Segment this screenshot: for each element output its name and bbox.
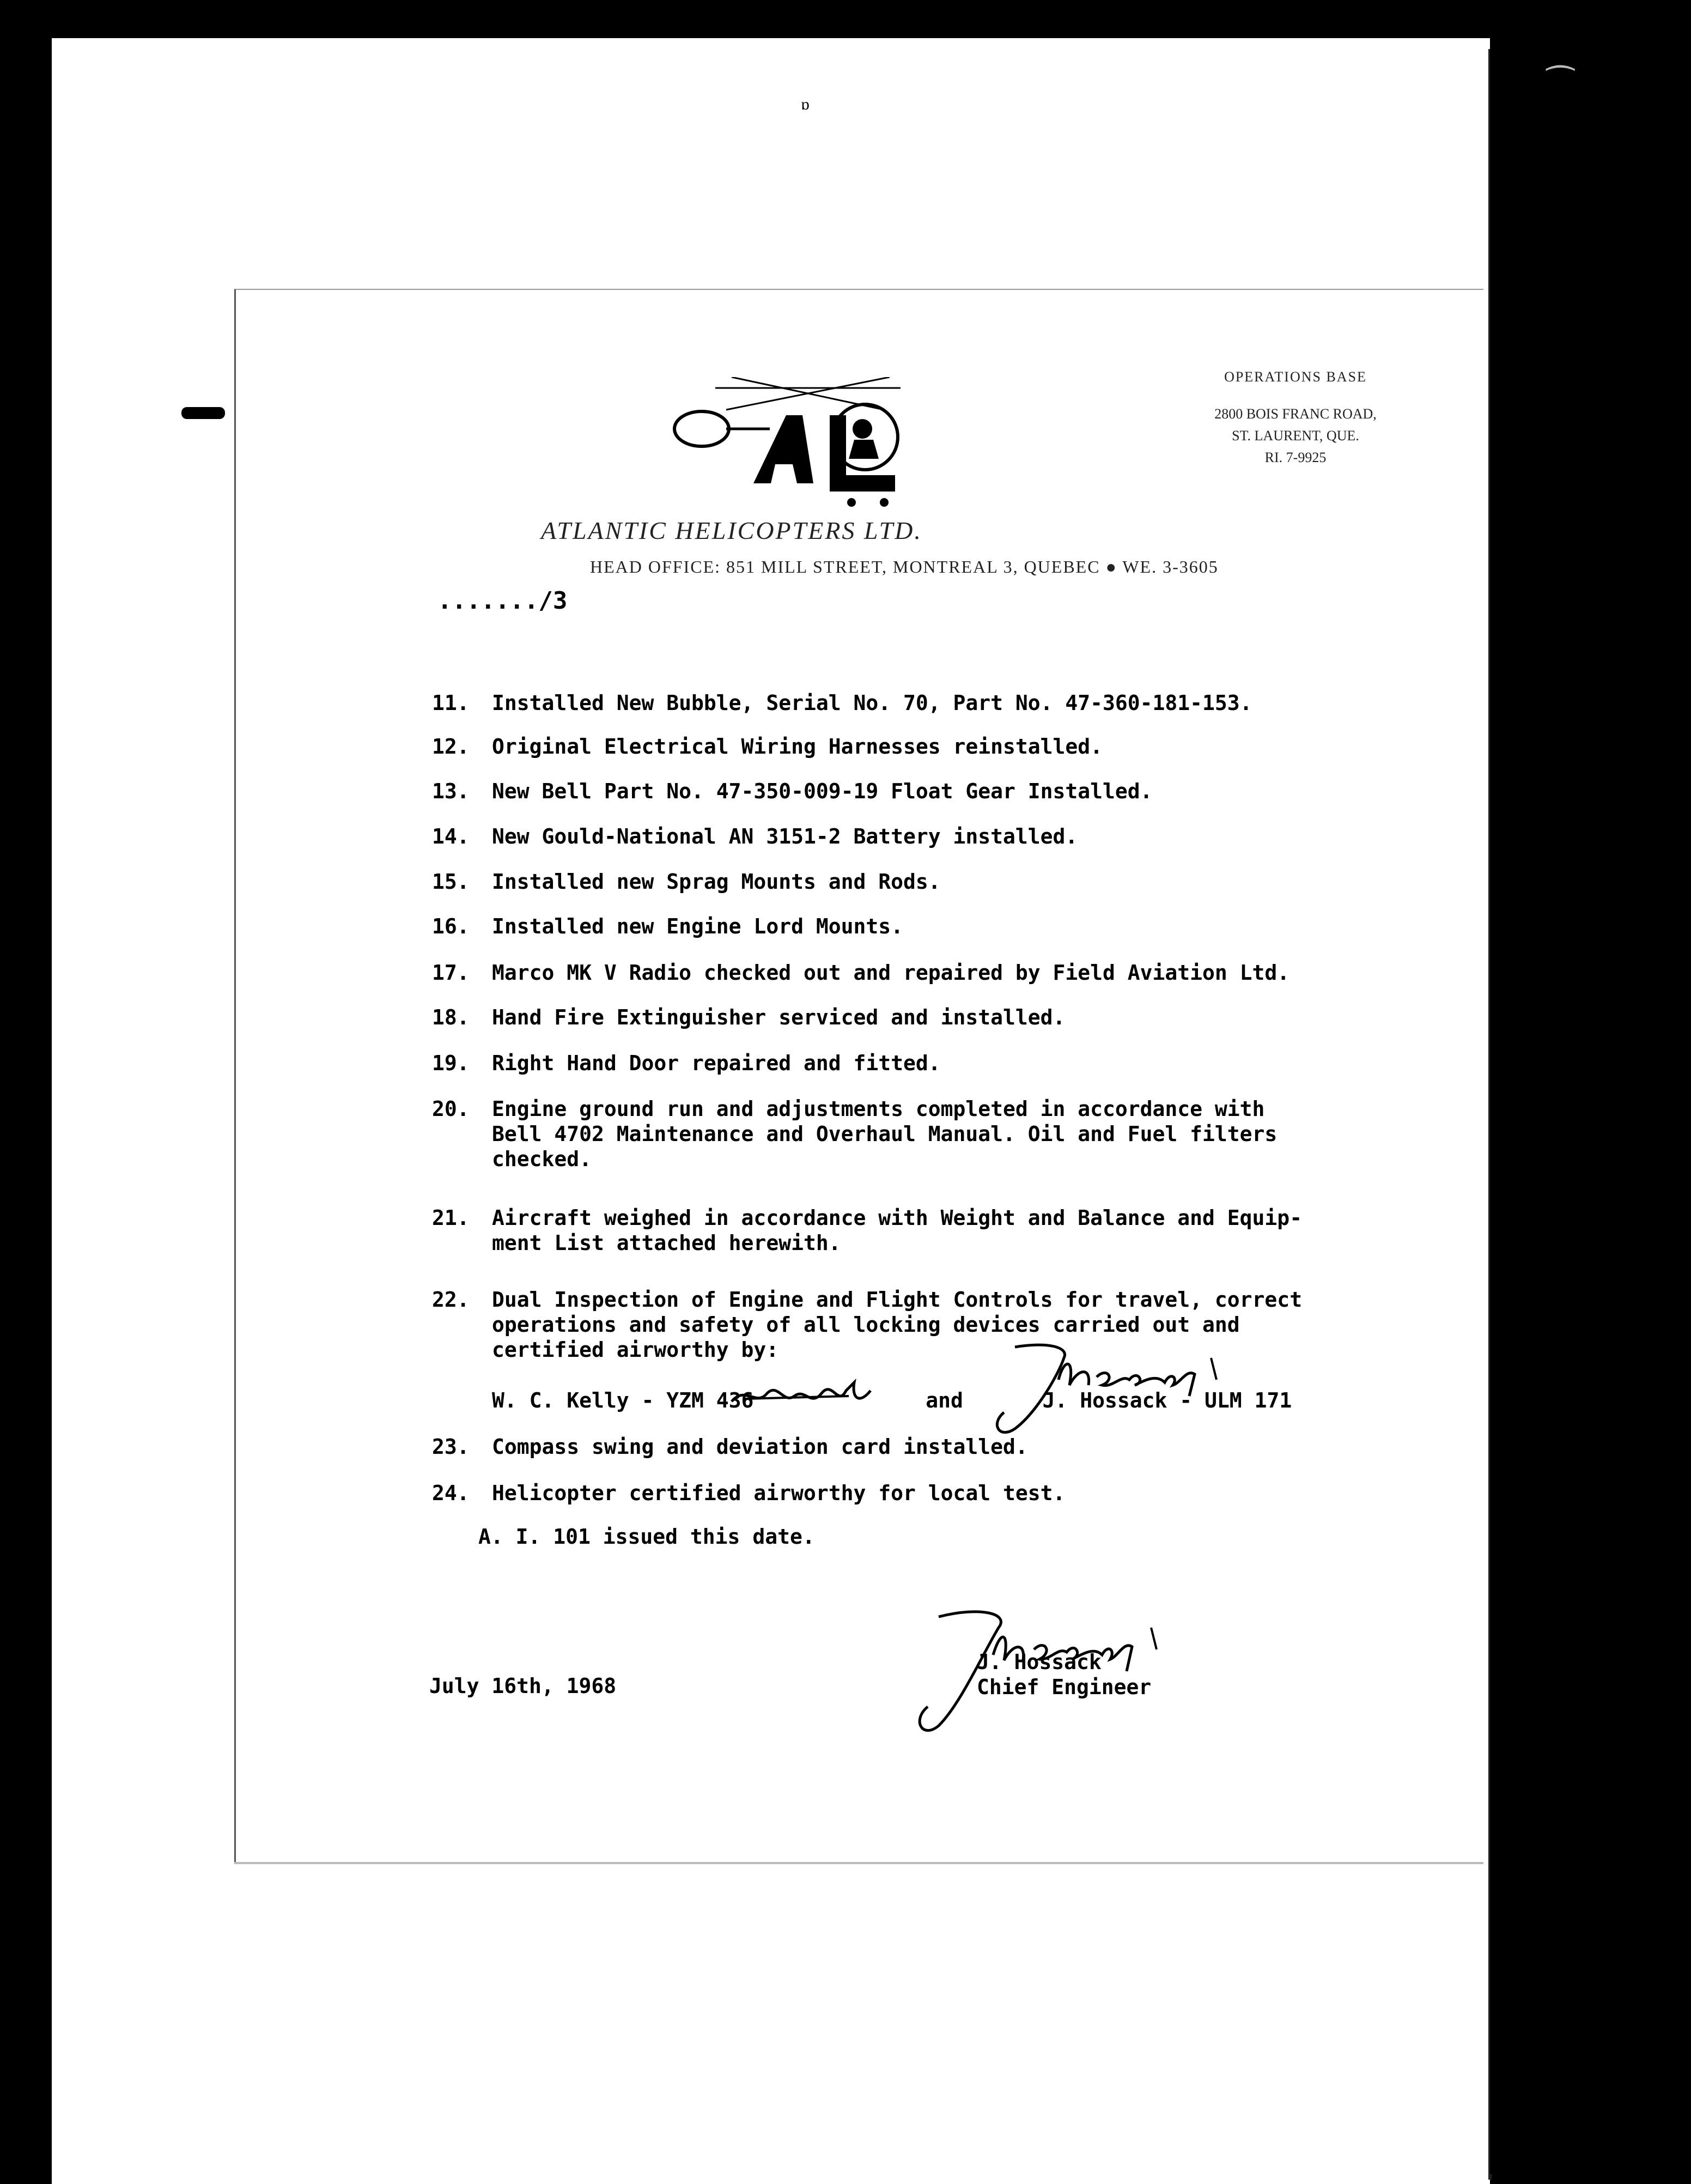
item-number: 24.: [432, 1481, 470, 1505]
signer-name: J. Hossack: [977, 1650, 1102, 1674]
item-number: 23.: [432, 1435, 470, 1459]
operations-base: [1206, 366, 1385, 469]
item-number: 20.: [432, 1097, 470, 1121]
item-number: 13.: [432, 779, 470, 803]
item-number: 14.: [432, 824, 470, 848]
company-logo: [672, 377, 911, 513]
item-number: 21.: [432, 1206, 470, 1230]
list-item: [432, 1005, 1467, 1030]
list-item: [432, 1051, 1467, 1076]
head-office-address: HEAD OFFICE: 851 MILL STREET, MONTREAL 3, QUEBEC ● WE. 3-3605: [590, 557, 1219, 577]
item-text: checked.: [492, 1147, 592, 1171]
item-number: 12.: [432, 735, 470, 759]
item-text: Marco MK V Radio checked out and repaired by Field Aviation Ltd.: [492, 961, 1290, 985]
item-number: 16.: [432, 914, 470, 938]
item-text: Bell 4702 Maintenance and Overhaul Manual. Oil and Fuel filters: [492, 1122, 1278, 1146]
kelly-signature: [729, 1374, 881, 1418]
inspector-and: and: [926, 1388, 963, 1412]
item-number: 15.: [432, 870, 470, 894]
item-text: New Bell Part No. 47-350-009-19 Float Gear Installed.: [492, 779, 1153, 803]
list-item: [432, 690, 1467, 715]
hossack-signature: [982, 1336, 1238, 1445]
list-item: [432, 960, 1467, 985]
inspector-right: J. Hossack - ULM 171: [1042, 1388, 1292, 1412]
item-text: Right Hand Door repaired and fitted.: [492, 1051, 941, 1075]
page-reference: ......./3: [437, 587, 568, 615]
item-text: Helicopter certified airworthy for local test.: [492, 1481, 1066, 1505]
item-text: Compass swing and deviation card installed.: [492, 1435, 1028, 1459]
inspector-left: W. C. Kelly - YZM 436: [492, 1388, 754, 1412]
list-item: [432, 1205, 1467, 1255]
scan-background: [1490, 49, 1691, 2174]
scan-dash: [181, 407, 225, 419]
list-item: [432, 914, 1467, 939]
letter: [234, 289, 1483, 1862]
list-item: [432, 824, 1467, 849]
operations-base-line2: ST. LAURENT, QUE.: [1232, 428, 1359, 444]
item-text: ment List attached herewith.: [492, 1231, 841, 1255]
item-text: Original Electrical Wiring Harnesses reinstalled.: [492, 735, 1103, 759]
item-number: 11.: [432, 691, 470, 715]
list-item: [432, 1481, 1467, 1506]
item-text: Dual Inspection of Engine and Flight Controls for travel, correct: [492, 1288, 1303, 1312]
item-text: Installed new Engine Lord Mounts.: [492, 914, 903, 938]
item-text: Aircraft weighed in accordance with Weight and Balance and Equip-: [492, 1206, 1303, 1230]
list-item: [432, 1287, 1467, 1362]
item-number: 17.: [432, 961, 470, 985]
item-text: Engine ground run and adjustments completed in accordance with: [492, 1097, 1265, 1121]
item-text: Installed New Bubble, Serial No. 70, Part No. 47-360-181-153.: [492, 691, 1252, 715]
chief-engineer-signature: [901, 1595, 1206, 1742]
operations-base-line3: RI. 7-9925: [1264, 450, 1327, 465]
list-item: [432, 779, 1467, 804]
list-item: [432, 1096, 1467, 1172]
item-number: 18.: [432, 1005, 470, 1029]
operations-base-title: OPERATIONS BASE: [1224, 369, 1367, 385]
list-item: [432, 1434, 1467, 1459]
list-item: [432, 869, 1467, 894]
scan-mark: ɒ: [801, 95, 810, 113]
list-item: [432, 734, 1467, 759]
ai-note: A. I. 101 issued this date.: [478, 1525, 815, 1549]
item-number: 22.: [432, 1288, 470, 1312]
item-number: 19.: [432, 1051, 470, 1075]
item-text: operations and safety of all locking devices carried out and: [492, 1313, 1240, 1337]
letter-date: July 16th, 1968: [429, 1674, 617, 1698]
item-text: Installed new Sprag Mounts and Rods.: [492, 870, 941, 894]
company-name: ATLANTIC HELICOPTERS LTD.: [541, 517, 922, 544]
operations-base-line1: 2800 BOIS FRANC ROAD,: [1214, 406, 1377, 422]
item-text: Hand Fire Extinguisher serviced and installed.: [492, 1005, 1066, 1029]
item-text: New Gould-National AN 3151-2 Battery installed.: [492, 824, 1078, 848]
scan-corner-mark: ⁀: [1547, 66, 1574, 102]
signer-title: Chief Engineer: [977, 1675, 1152, 1699]
item-text: certified airworthy by:: [492, 1338, 779, 1362]
